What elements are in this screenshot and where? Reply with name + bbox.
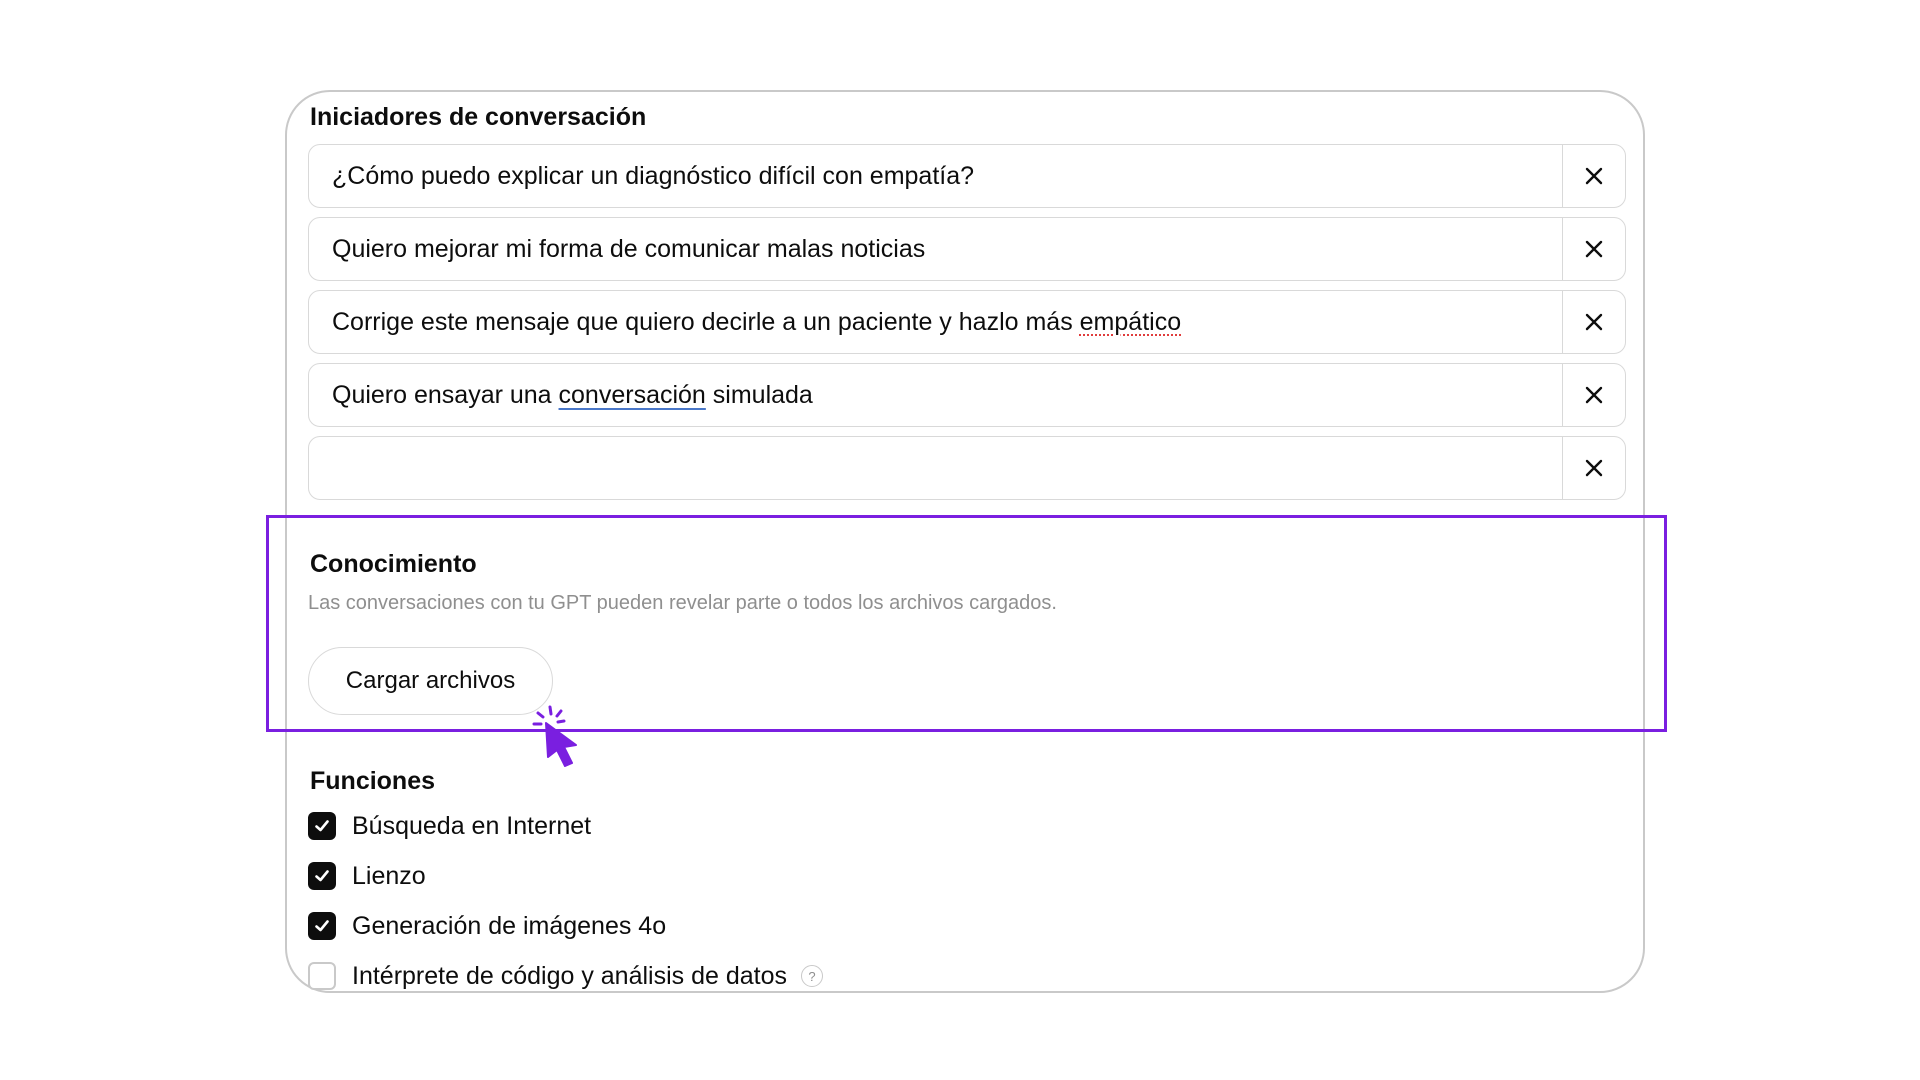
help-icon[interactable]: ? [801,965,823,987]
checkmark-icon [313,817,331,835]
starter-row-4 [308,363,1626,427]
close-icon [1584,239,1604,259]
starter-text-4-after: simulada [705,380,813,409]
remove-starter-5-button[interactable] [1562,437,1625,499]
starter-row-3 [308,290,1626,354]
web-search-label: Búsqueda en Internet [352,811,592,840]
upload-files-button[interactable]: Cargar archivos [308,647,553,715]
code-interpreter-checkbox[interactable] [308,962,336,990]
starters-title: Iniciadores de conversación [310,103,647,131]
knowledge-title: Conocimiento [310,550,477,578]
starter-row-5 [308,436,1626,500]
starter-row-1 [308,144,1626,208]
starter-row-2 [308,217,1626,281]
knowledge-description: Las conversaciones con tu GPT pueden revelar parte o todos los archivos cargados. [308,592,1057,614]
close-icon [1584,458,1604,478]
image-generation-label: Generación de imágenes 4o [352,911,667,940]
spellcheck-marked-word[interactable]: empático [1079,307,1182,336]
remove-starter-3-button[interactable] [1562,291,1625,353]
starter-text-3-before: Corrige este mensaje que quiero decirle a un paciente y hazlo más [332,307,1080,336]
close-icon [1584,166,1604,186]
remove-starter-1-button[interactable] [1562,145,1625,207]
pointer-click-icon [532,703,592,773]
feature-row-code-interpreter [308,960,823,992]
starter-input-1[interactable]: ¿Cómo puedo explicar un diagnóstico difícil con empatía? [332,161,975,190]
image-generation-checkbox[interactable] [308,912,336,940]
remove-starter-2-button[interactable] [1562,218,1625,280]
starter-text-4-before: Quiero ensayar una [332,380,559,409]
close-icon [1584,385,1604,405]
feature-row-web-search [308,810,591,842]
starter-input-2[interactable]: Quiero mejorar mi forma de comunicar malas noticias [332,234,926,263]
remove-starter-4-button[interactable] [1562,364,1625,426]
starter-input-5[interactable] [309,437,1562,499]
web-search-checkbox[interactable] [308,812,336,840]
feature-row-canvas [308,860,426,892]
canvas-label: Lienzo [352,861,426,890]
grammar-marked-word[interactable]: conversación [558,380,706,409]
starter-input-3[interactable] [309,291,1562,353]
features-title: Funciones [310,767,436,795]
checkmark-icon [313,917,331,935]
feature-row-image-generation [308,910,666,942]
code-interpreter-label: Intérprete de código y análisis de datos [352,961,787,990]
close-icon [1584,312,1604,332]
canvas-checkbox[interactable] [308,862,336,890]
starter-input-4[interactable] [309,364,1562,426]
checkmark-icon [313,867,331,885]
